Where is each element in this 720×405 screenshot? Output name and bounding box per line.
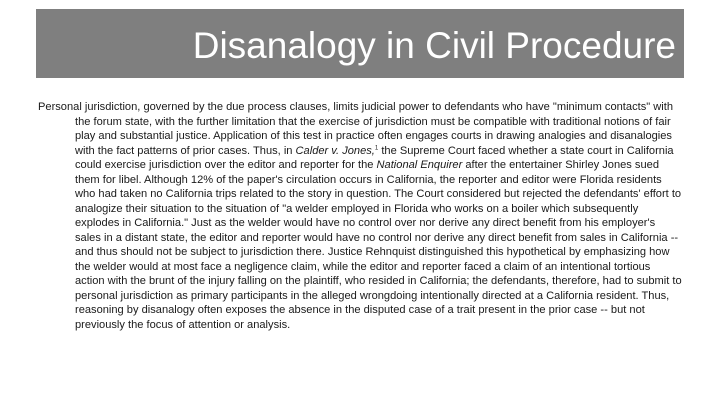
publication-name: National Enquirer (376, 159, 463, 171)
footnote-marker: 1 (374, 144, 379, 151)
paragraph-text-part-1: Personal jurisdiction, governed by the due process clauses, limits judicial power to defendants who have "minimum contacts" with the forum state, with the further limitation that the exercise of jurisdiction must be compatible with traditional notions of fair play and substantial justice. Application of this test in practice often engages courts in drawing analogies and disanalogies with the fact patterns of prior cases. Thus, in (38, 101, 673, 157)
title-bar (36, 9, 684, 78)
body-paragraph (38, 100, 682, 332)
slide-title: Disanalogy in Civil Procedure (192, 25, 676, 66)
paragraph-text-part-3: after the entertainer Shirley Jones sued them for libel. Although 12% of the paper's circulation occurs in California, the reporter and editor were Florida residents who had taken no California trips related to the story in question. The Court considered but rejected the defendants' effort to analogize their situation to the situation of "a welder employed in Florida who works on a boiler which subsequently explodes in California." Just as the welder would have no control over nor derive any direct benefit from his employer's sales in a distant state, the editor and reporter would have no control nor derive any direct benefit from sales in California -- and thus should not be subject to jurisdiction there. Justice Rehnquist distinguished this hypothetical by emphasizing how the welder would at most face a negligence claim, while the editor and reporter faced a claim of an intentional tortious action with the brunt of the injury falling on the plaintiff, who resided in California; the defendants, therefore, had to submit to personal jurisdiction as primary participants in the alleged wrongdoing intentionally directed at a California resident. Thus, reasoning by disanalogy often exposes the absence in the disputed case of a trait present in the prior case -- but not previously the focus of attention or analysis. (75, 159, 682, 331)
case-name: Calder v. Jones, (295, 144, 375, 157)
paragraph-text-part-2: the Supreme Court faced whether a state court in California could exercise jurisdiction over the editor and reporter for the (75, 144, 674, 171)
